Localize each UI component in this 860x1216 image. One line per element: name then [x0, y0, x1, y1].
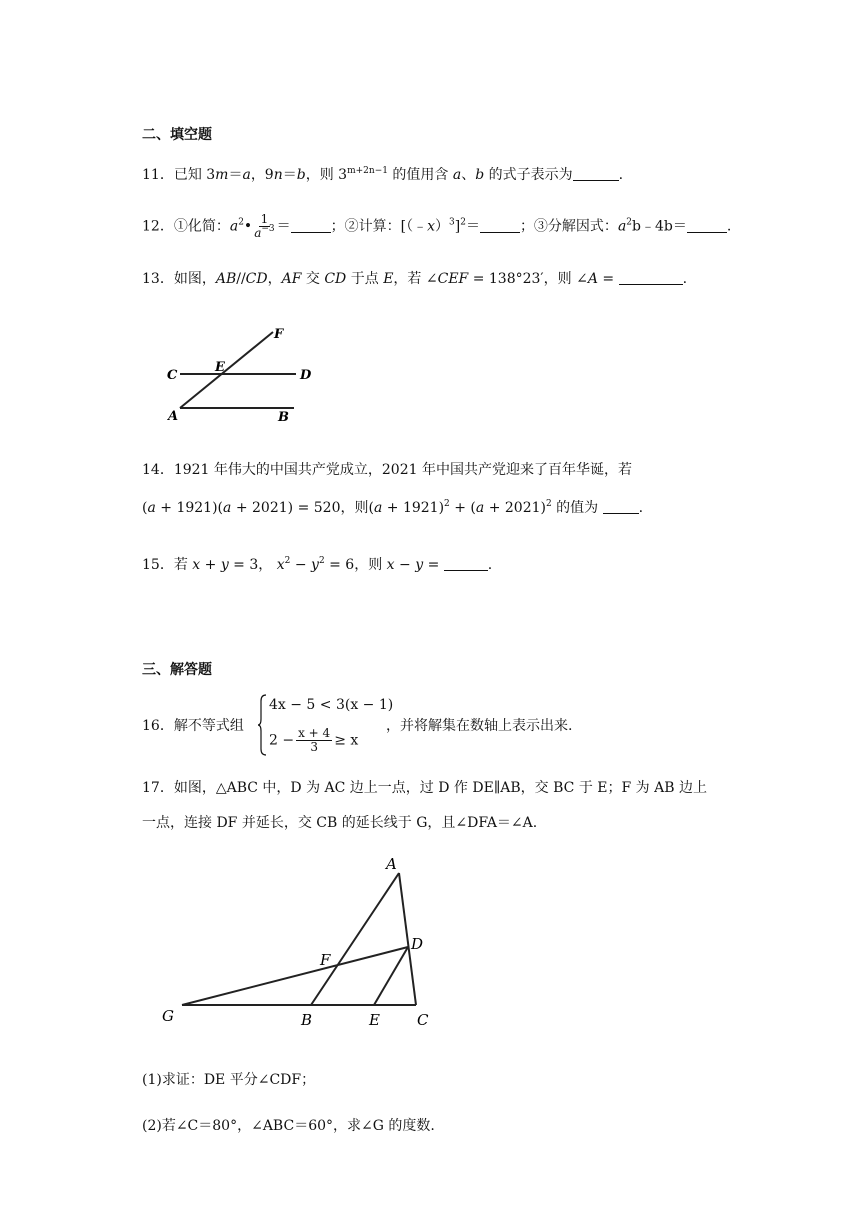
label-a: A — [386, 855, 397, 873]
question-14-line1: 14．1921 年伟大的中国共产党成立，2021 年中国共产党迎来了百年华诞，若 — [142, 462, 632, 478]
question-16-tail: ，并将解集在数轴上表示出来. — [386, 718, 573, 734]
question-11: 11．已知 3m＝a，9n＝b，则 $3^{m+2n-1}$ 的值用含 a、b 的式子表示为 . — [142, 166, 624, 183]
question-17-part-1: (1)求证：DE 平分∠CDF； — [142, 1072, 316, 1088]
figure-parallel-lines — [160, 322, 330, 424]
label-b: B — [301, 1011, 313, 1029]
line-gd — [182, 947, 408, 1005]
label-f: F — [274, 327, 284, 342]
section-heading-solve: 三、解答题 — [142, 662, 212, 678]
label-b: B — [278, 410, 289, 424]
label-g: G — [162, 1007, 174, 1025]
question-17-line1: 17．如图，△ABC 中，D 为 AC 边上一点，过 D 作 DE∥AB，交 BC 于 E；F 为 AB 边上 — [142, 780, 707, 796]
answer-blank[interactable] — [444, 556, 488, 571]
answer-blank[interactable] — [573, 166, 619, 181]
label-c: C — [167, 368, 178, 383]
answer-blank[interactable] — [619, 270, 683, 285]
label-d: D — [300, 368, 312, 383]
question-12: 12．①化简：$a^2•$ $\frac{1}{a^{-3}}$ ＝ ；②计算：[（﹣x）$^3$]$^2$＝ ；③分解因式：$a^2b﹣4b=$ . — [142, 212, 732, 240]
question-17-part-2: (2)若∠C＝80°，∠ABC＝60°，求∠G 的度数. — [142, 1118, 435, 1134]
label-e: E — [369, 1011, 380, 1029]
fraction: $\frac{x + 4}{3}$ — [298, 726, 331, 754]
inequality-row-2: 2 − $\frac{x + 4}{3}$ ≥ x — [269, 726, 359, 754]
fraction: $\frac{1}{a^{-3}}$ — [254, 212, 275, 240]
figure-triangle — [158, 855, 443, 1030]
inequality-row-1: 4x − 5 < 3(x − 1) — [269, 697, 394, 713]
label-a: A — [168, 409, 179, 424]
inequality-system — [257, 693, 394, 757]
answer-blank[interactable] — [603, 499, 639, 514]
line-af — [180, 332, 273, 408]
answer-blank[interactable] — [687, 218, 727, 233]
label-e: E — [215, 360, 225, 375]
answer-blank[interactable] — [291, 218, 331, 233]
question-13: 13．如图，AB//CD，AF 交 CD 于点 E，若 ∠CEF = 138°23′，则 ∠A = . — [142, 271, 688, 287]
question-15: 15．若 x + y = 3， $x^2 - y^2 = 6$，则 x − y = . — [142, 556, 493, 573]
label-c: C — [417, 1011, 429, 1029]
left-brace — [257, 693, 267, 757]
question-17-line2: 一点，连接 DF 并延长，交 CB 的延长线于 G，且∠DFA＝∠A. — [142, 815, 538, 831]
question-14-line2: (a + 1921)(a + 2021) = 520，则$(a + 1921)^2 + (a + 2021)^2$ 的值为 . — [142, 499, 644, 516]
line-de — [374, 947, 408, 1005]
question-16-lead: 16．解不等式组 — [142, 718, 244, 734]
answer-blank[interactable] — [480, 218, 520, 233]
label-f: F — [320, 951, 331, 969]
section-heading-fill-blank: 二、填空题 — [142, 127, 212, 143]
label-d: D — [411, 935, 424, 953]
